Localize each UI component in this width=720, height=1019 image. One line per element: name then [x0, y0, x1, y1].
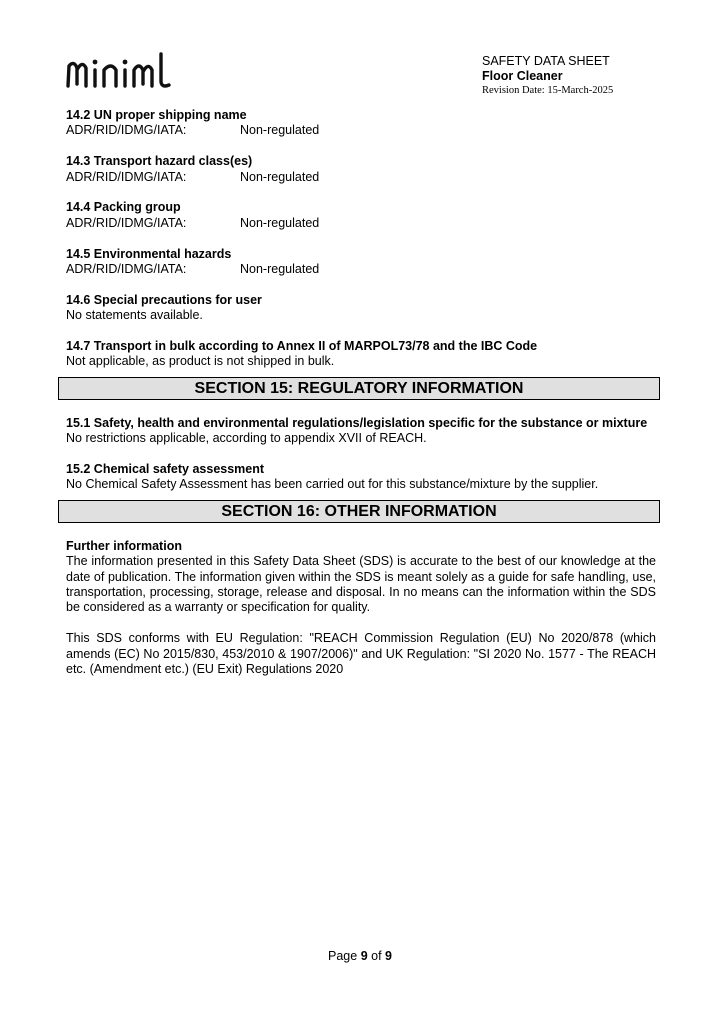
further-information [66, 539, 656, 616]
subsection-title: 14.4 Packing group [66, 200, 181, 215]
of-word: of [371, 949, 382, 963]
field-value: Non-regulated [240, 169, 320, 184]
subsection-text: No restrictions applicable, according to appendix XVII of REACH. [66, 431, 427, 446]
subsection-title: 15.2 Chemical safety assessment [66, 462, 265, 477]
doc-type-title: SAFETY DATA SHEET [482, 54, 610, 68]
subsection-title: 14.3 Transport hazard class(es) [66, 154, 253, 169]
document-header [482, 54, 613, 97]
subsection-text: No Chemical Safety Assessment has been carried out for this substance/mixture by the supplier. [66, 477, 599, 492]
subsection-title: 14.2 UN proper shipping name [66, 108, 247, 122]
subsection-text: Not applicable, as product is not shipped in bulk. [66, 354, 335, 369]
section-16-heading: SECTION 16: OTHER INFORMATION [58, 500, 660, 523]
document-body [66, 108, 656, 693]
page-word: Page [328, 949, 358, 963]
subsection-text: No statements available. [66, 308, 203, 323]
subsection-14-3 [66, 154, 656, 185]
subsection-14-5 [66, 247, 656, 278]
disclaimer-paragraph: The information presented in this Safety Data Sheet (SDS) is accurate to the best of our knowledge at the date of publication. The information given within the SDS is meant solely as a guide for safe handling, use, transportation, processing, storage, release and disposal. In no means can the information within the SDS be considered as a warranty or specification for quality. [66, 554, 656, 615]
field-label: ADR/RID/IDMG/IATA: [66, 169, 187, 184]
subsection-14-4 [66, 200, 656, 231]
field-value: Non-regulated [240, 215, 320, 230]
field-label: ADR/RID/IDMG/IATA: [66, 215, 187, 230]
subsection-title: 14.6 Special precautions for user [66, 292, 262, 307]
revision-date: Revision Date: 15-March-2025 [482, 85, 614, 96]
subsection-title: Further information [66, 538, 182, 553]
field-value: Non-regulated [240, 262, 320, 277]
total-pages: 9 [385, 949, 392, 963]
subsection-14-6 [66, 293, 656, 324]
field-value: Non-regulated [240, 123, 320, 138]
section-15-heading: SECTION 15: REGULATORY INFORMATION [58, 377, 660, 400]
miniml-logo [64, 46, 176, 92]
current-page-number: 9 [360, 949, 368, 963]
field-label: ADR/RID/IDMG/IATA: [66, 123, 187, 138]
field-label: ADR/RID/IDMG/IATA: [66, 262, 187, 277]
subsection-title: 15.1 Safety, health and environmental regulations/legislation specific for the substance or mixture [66, 415, 648, 430]
subsection-15-1 [66, 416, 656, 447]
subsection-15-2 [66, 462, 656, 493]
subsection-title: 14.7 Transport in bulk according to Annex II of MARPOL73/78 and the IBC Code [66, 339, 538, 354]
subsection-14-7 [66, 339, 656, 370]
subsection-14-2 [66, 108, 656, 139]
product-name: Floor Cleaner [482, 69, 563, 83]
subsection-title: 14.5 Environmental hazards [66, 246, 232, 261]
page-footer [0, 949, 720, 963]
regulation-paragraph: This SDS conforms with EU Regulation: "REACH Commission Regulation (EU) No 2020/878 (which amends (EC) No 2015/830, 453/2010 & 1907/2006)" and UK Regulation: "SI 2020 No. 1577 - The REACH etc. (Amendment etc.) (EU Exit) Regulations 2020 [66, 631, 656, 677]
